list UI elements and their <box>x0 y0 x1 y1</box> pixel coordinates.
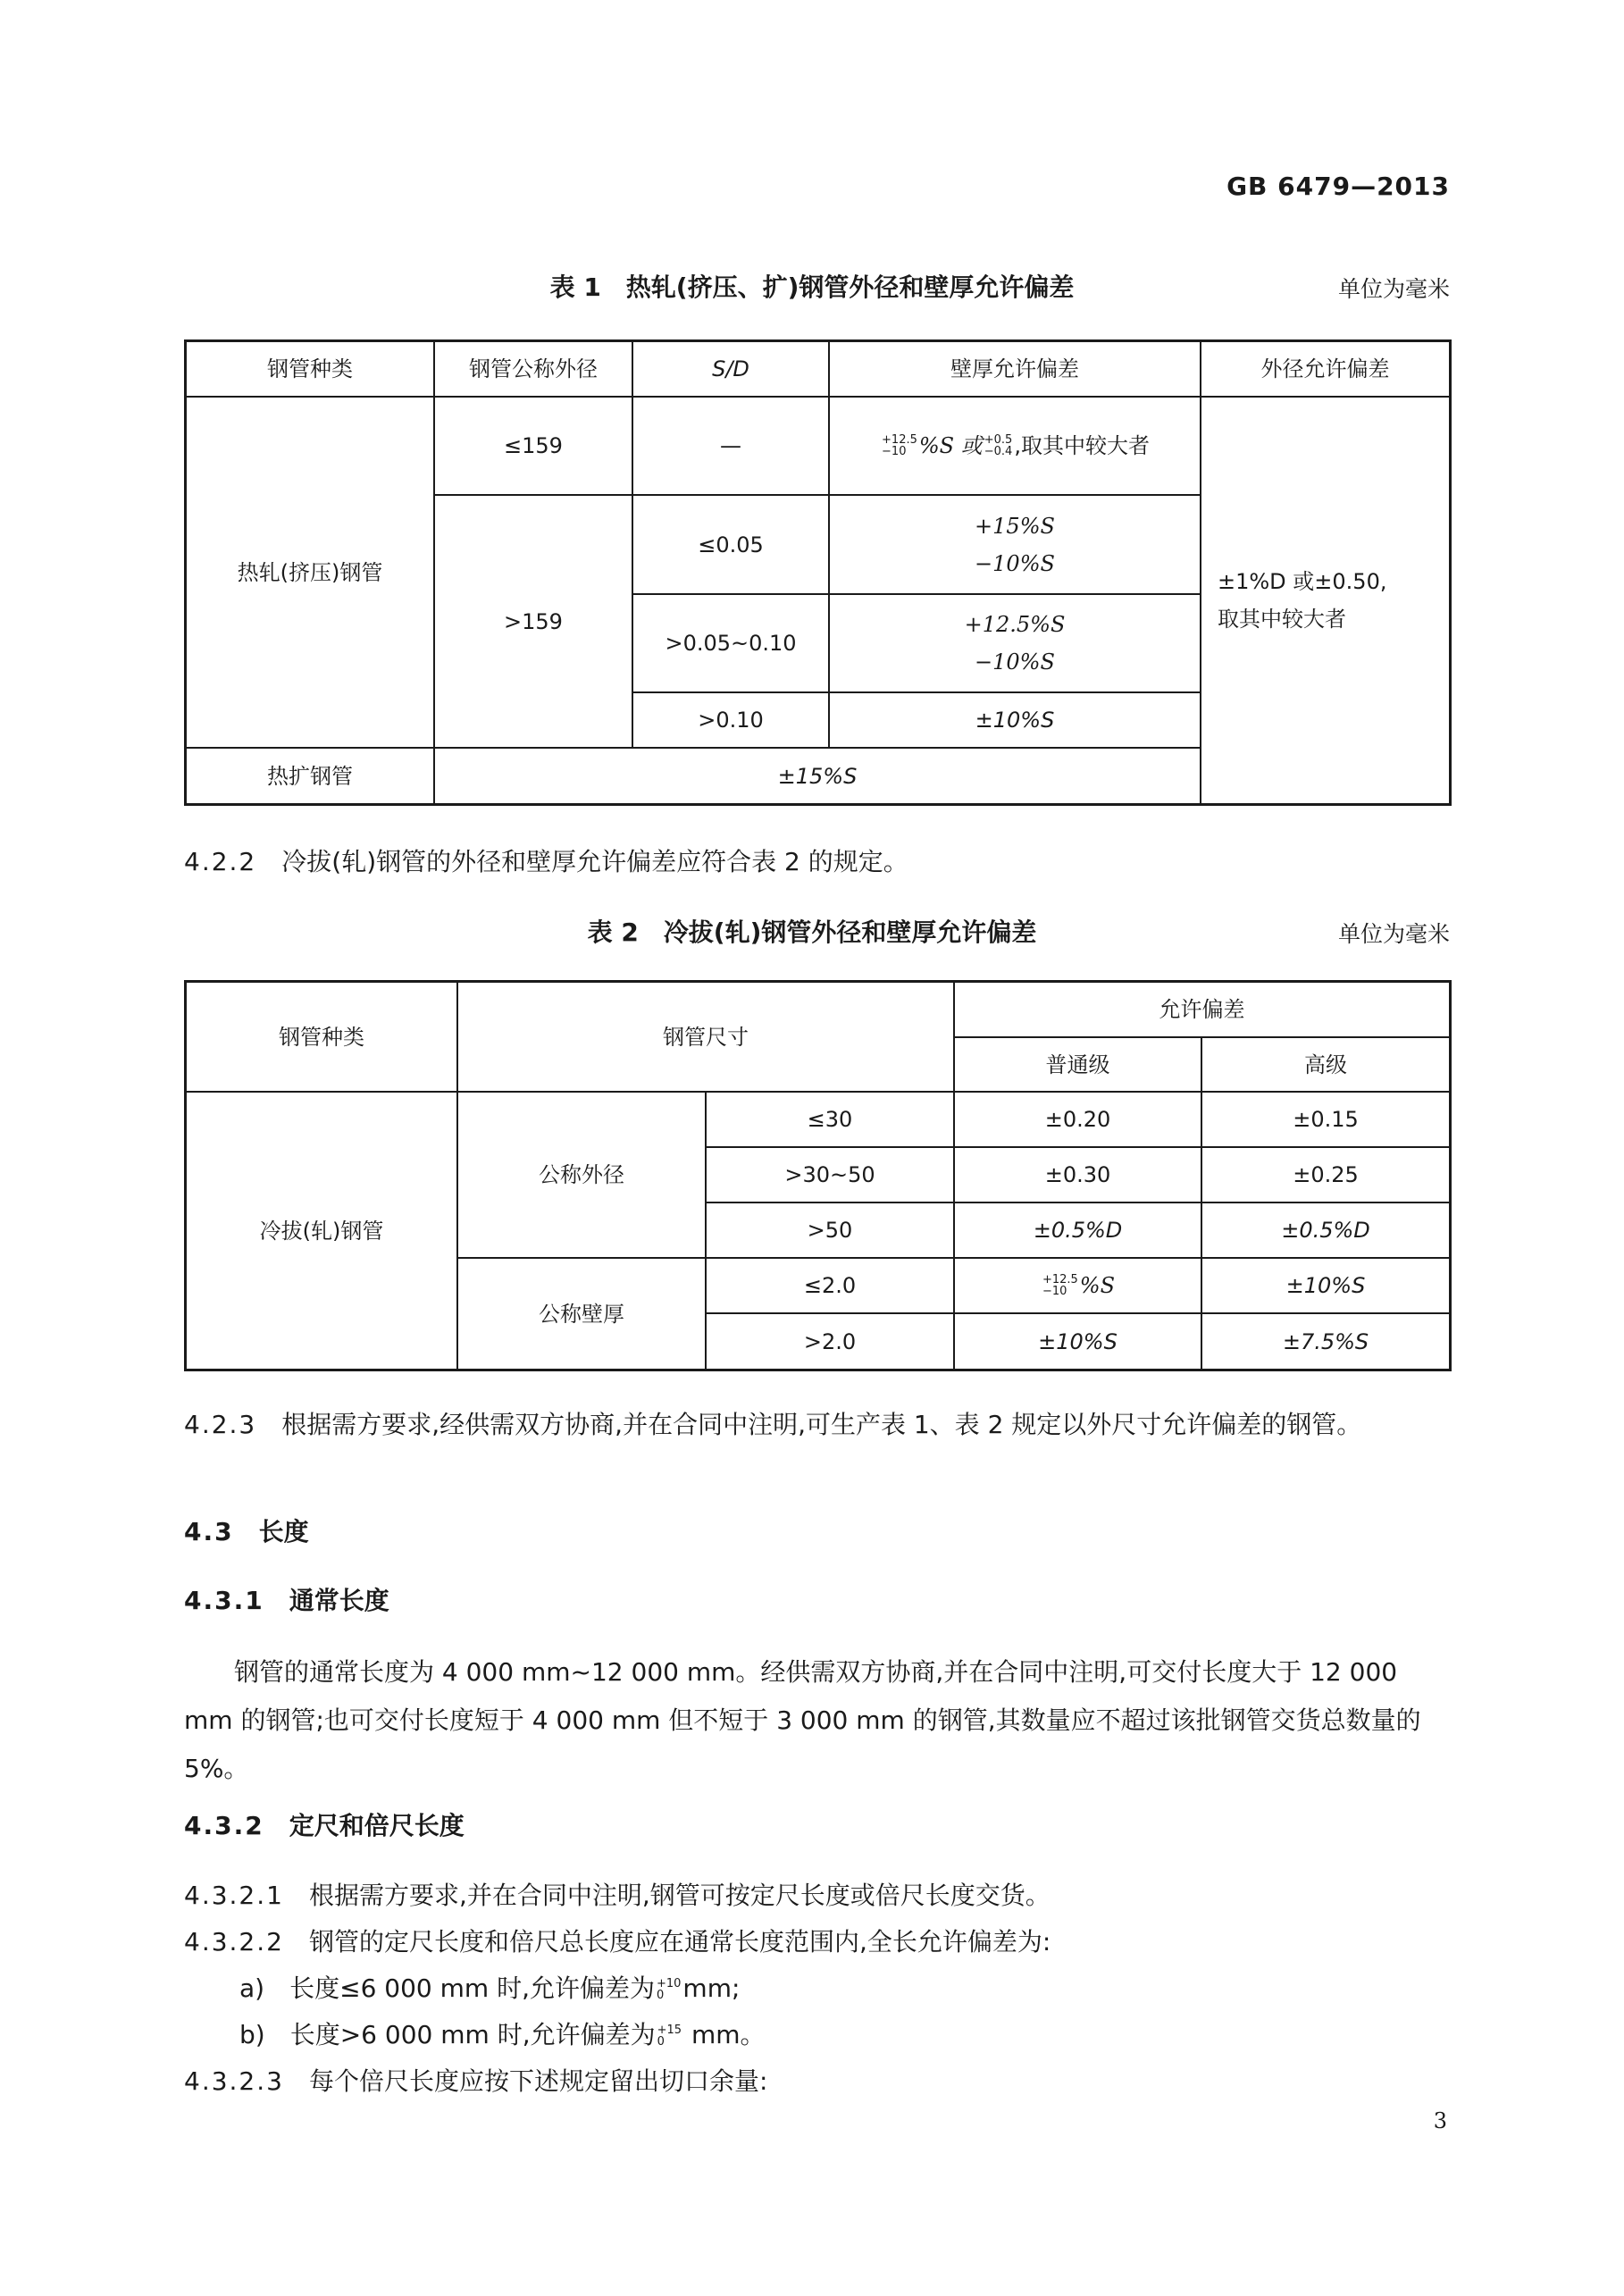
item-b-upper: +15 <box>657 2024 682 2037</box>
t2-range: ≤2.0 <box>707 1259 955 1314</box>
standard-number: GB 6479—2013 <box>1226 172 1450 201</box>
para-4-2-2-text: 冷拔(轧)钢管的外径和壁厚允许偏差应符合表 2 的规定。 <box>281 847 908 876</box>
t2-header-tolerance: 允许偏差 <box>955 983 1449 1038</box>
t1-wall-tol-gt010: ±10%S <box>830 693 1201 749</box>
wt-row1-lower: −10 <box>882 445 907 458</box>
table1-unit: 单位为毫米 <box>1337 276 1450 302</box>
table2-caption: 表 2 冷拔(轧)钢管外径和壁厚允许偏差 <box>587 918 1037 947</box>
para-4-2-3-number: 4.2.3 <box>184 1410 257 1439</box>
t1-type-hot-rolled: 热轧(挤压)钢管 <box>187 398 435 749</box>
t2-header-normal: 普通级 <box>955 1038 1202 1093</box>
para-4-3-2-3-number: 4.3.2.3 <box>184 2066 284 2096</box>
t1-type-hot-expanded: 热扩钢管 <box>187 749 435 803</box>
t1-sd-le005: ≤0.05 <box>633 496 830 595</box>
t2-high: ±0.5%D <box>1202 1203 1449 1259</box>
t2-header-high: 高级 <box>1202 1038 1449 1093</box>
t1-header-sd: S/D <box>633 342 830 398</box>
t2-normal: ±0.30 <box>955 1148 1202 1203</box>
t2-wt-label: 公称壁厚 <box>458 1259 707 1369</box>
t2-normal: ±0.5%D <box>955 1203 1202 1259</box>
list-item-b <box>239 2011 1445 2059</box>
item-a-upper: +10 <box>656 1977 682 1990</box>
t1-sd-dash: — <box>633 398 830 496</box>
t1-sd-gt010: >0.10 <box>633 693 830 749</box>
item-b-text: 长度>6 000 mm 时,允许偏差为 <box>289 2020 656 2049</box>
heading-4-3 <box>184 1508 1452 1556</box>
t2-header-size: 钢管尺寸 <box>458 983 955 1093</box>
list-item-a <box>239 1965 1445 2013</box>
t1-header-type: 钢管种类 <box>187 342 435 398</box>
item-b-lower: 0 <box>657 2035 665 2049</box>
page-number: 3 <box>1433 2108 1447 2133</box>
t1-wall-tol-mid <box>830 595 1201 693</box>
para-4-3-2-1 <box>184 1872 1452 1920</box>
para-4-3-1: 钢管的通常长度为 4 000 mm~12 000 mm。经供需双方协商,并在合同中注明,可交付长度大于 12 000 mm 的钢管;也可交付长度短于 4 000 mm 但不短于 3 000 mm 的钢管,其数量应不超过该批钢管交货总数量的 5%。 <box>184 1657 1421 1783</box>
table1-caption: 表 1 热轧(挤压、扩)钢管外径和壁厚允许偏差 <box>549 272 1075 302</box>
heading-4-3-2-number: 4.3.2 <box>184 1811 264 1840</box>
heading-4-3-2-text: 定尺和倍尺长度 <box>289 1811 465 1840</box>
table2 <box>184 980 1452 1371</box>
t2-range: ≤30 <box>707 1093 955 1148</box>
para-4-2-2-number: 4.2.2 <box>184 847 257 876</box>
t2-normal-lower: −10 <box>1042 1285 1067 1298</box>
para-4-3-2-3-text: 每个倍尺长度应按下述规定留出切口余量: <box>308 2066 768 2096</box>
t1-header-od: 钢管公称外径 <box>435 342 633 398</box>
t2-high: ±7.5%S <box>1282 1328 1369 1354</box>
para-4-3-2-2 <box>184 1918 1452 1966</box>
table2-unit: 单位为毫米 <box>1337 921 1450 947</box>
heading-4-3-number: 4.3 <box>184 1517 234 1546</box>
t1-od-tol-line2: 取其中较大者 <box>1218 607 1346 632</box>
para-4-3-2-3 <box>184 2057 1452 2106</box>
t2-high: ±0.25 <box>1202 1148 1449 1203</box>
para-4-2-3-text: 根据需方要求,经供需双方协商,并在合同中注明,可生产表 1、表 2 规定以外尺寸允许偏差的钢管。 <box>281 1410 1362 1439</box>
wt-row1-pct: %S 或 <box>918 433 983 458</box>
para-4-3-2-1-number: 4.3.2.1 <box>184 1881 284 1910</box>
item-b-tail: mm。 <box>691 2020 766 2049</box>
t2-normal <box>955 1259 1202 1314</box>
heading-4-3-1 <box>184 1577 1452 1625</box>
t2-normal-upper: +12.5 <box>1042 1273 1078 1286</box>
heading-4-3-text: 长度 <box>258 1517 309 1546</box>
t1-od-gt159: >159 <box>435 496 633 749</box>
t1-header-wall-tol: 壁厚允许偏差 <box>830 342 1201 398</box>
para-4-2-3 <box>184 1401 1452 1449</box>
t1-od-tol <box>1201 398 1449 803</box>
wt-row1-upper: +12.5 <box>882 433 917 447</box>
t1-wt-le005-line1: +15%S <box>975 513 1055 539</box>
t2-range: >50 <box>707 1203 955 1259</box>
heading-4-3-1-number: 4.3.1 <box>184 1586 264 1615</box>
item-a-label: a) <box>239 1973 265 2003</box>
item-b-label: b) <box>239 2020 265 2049</box>
t2-high: ±10%S <box>1202 1259 1449 1314</box>
t2-header-type: 钢管种类 <box>187 983 458 1093</box>
para-4-2-2 <box>184 838 1452 886</box>
t2-high: ±0.15 <box>1202 1093 1449 1148</box>
t2-normal: ±10%S <box>955 1314 1202 1369</box>
t1-od-tol-line1: ±1%D 或±0.50, <box>1218 569 1387 594</box>
wt-row1-tail: ,取其中较大者 <box>1014 433 1150 458</box>
t1-header-od-tol: 外径允许偏差 <box>1201 342 1449 398</box>
item-a-lower: 0 <box>656 1989 665 2002</box>
para-4-3-2-2-number: 4.3.2.2 <box>184 1927 284 1957</box>
t2-range: >30~50 <box>707 1148 955 1203</box>
t1-od-le159: ≤159 <box>435 398 633 496</box>
para-4-3-2-1-text: 根据需方要求,并在合同中注明,钢管可按定尺长度或倍尺长度交货。 <box>308 1881 1051 1910</box>
item-a-text: 长度≤6 000 mm 时,允许偏差为 <box>289 1973 655 2003</box>
t2-normal-tail: %S <box>1079 1273 1116 1298</box>
t2-normal: ±0.20 <box>955 1093 1202 1148</box>
t2-od-label: 公称外径 <box>458 1093 707 1259</box>
item-a-tail: mm; <box>682 1973 741 2003</box>
wt-row1-abs-upper: +0.5 <box>984 433 1013 447</box>
t1-wall-tol-le005 <box>830 496 1201 595</box>
wt-row1-abs-lower: −0.4 <box>984 445 1013 458</box>
t1-wt-mid-line2: −10%S <box>975 649 1055 675</box>
table1 <box>184 339 1452 806</box>
t1-wt-mid-line1: +12.5%S <box>964 612 1066 637</box>
t1-sd-005-010: >0.05~0.10 <box>633 595 830 693</box>
para-4-3-2-2-text: 钢管的定尺长度和倍尺总长度应在通常长度范围内,全长允许偏差为: <box>308 1927 1051 1957</box>
t2-range: >2.0 <box>707 1314 955 1369</box>
t2-type-cold: 冷拔(轧)钢管 <box>187 1093 458 1369</box>
t1-wt-le005-line2: −10%S <box>975 550 1055 576</box>
t1-wall-tol-expanded: ±15%S <box>435 749 1201 803</box>
heading-4-3-1-text: 通常长度 <box>289 1586 389 1615</box>
t1-wall-tol-row1 <box>830 398 1201 496</box>
heading-4-3-2 <box>184 1802 1452 1850</box>
